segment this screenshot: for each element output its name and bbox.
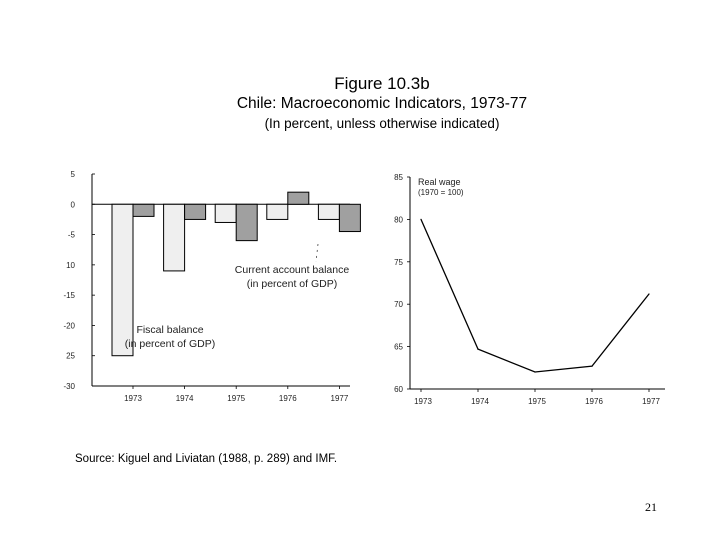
- left-y-tick-label: 10: [66, 260, 75, 270]
- right-y-tick-label: 75: [394, 257, 403, 267]
- current-account-bar: [133, 204, 154, 216]
- fiscal-balance-bar: [318, 204, 339, 219]
- real-wage-line: [421, 219, 649, 372]
- right-y-tick-label: 80: [394, 215, 403, 225]
- left-y-tick-label: 25: [66, 351, 75, 361]
- real-wage-point: [534, 371, 535, 372]
- real-wage-point: [420, 219, 421, 220]
- right-x-tick-label: 1974: [471, 397, 489, 406]
- page-number: 21: [645, 500, 657, 514]
- right-y-tick-label: 70: [394, 300, 403, 310]
- real-wage-label: Real wage: [418, 177, 461, 187]
- source-note: Source: Kiguel and Liviatan (1988, p. 289) and IMF.: [75, 453, 338, 465]
- current-account-bar: [236, 204, 257, 240]
- figure-subtitle: Chile: Macroeconomic Indicators, 1973-77: [236, 95, 528, 112]
- right-x-tick-label: 1975: [528, 397, 546, 406]
- real-wage-base-label: (1970 = 100): [418, 188, 464, 197]
- left-y-tick-label: 0: [70, 200, 75, 210]
- fiscal-balance-label: Fiscal balance: [136, 324, 204, 336]
- real-wage-point: [648, 293, 649, 294]
- fiscal-balance-bar: [267, 204, 288, 219]
- real-wage-point: [591, 366, 592, 367]
- right-y-tick-label: 60: [394, 385, 403, 394]
- right-x-tick-label: 1976: [585, 397, 603, 406]
- left-x-tick-label: 1974: [175, 394, 194, 403]
- figure-title: Figure 10.3b: [334, 74, 430, 93]
- current-account-bar: [185, 204, 206, 219]
- current-account-bar: [288, 192, 309, 204]
- right-y-tick-label: 85: [394, 173, 403, 182]
- right-x-tick-label: 1973: [414, 397, 432, 406]
- left-x-tick-label: 1976: [278, 394, 297, 403]
- fiscal-balance-bar: [215, 204, 236, 222]
- current-account-bar: [339, 204, 360, 231]
- left-y-tick-label: 5: [70, 170, 75, 179]
- fiscal-balance-unit-label: (in percent of GDP): [124, 338, 216, 350]
- current-account-label: Current account balance: [234, 264, 350, 276]
- fiscal-balance-bar: [164, 204, 185, 271]
- fiscal-balance-bar: [112, 204, 133, 355]
- left-x-tick-label: 1977: [330, 394, 349, 403]
- right-y-tick-label: 65: [394, 342, 403, 352]
- real-wage-point: [477, 349, 478, 350]
- current-account-pointer: [316, 244, 318, 262]
- left-y-tick-label: -20: [63, 321, 75, 331]
- left-y-tick-label: -30: [63, 382, 75, 391]
- left-y-tick-label: -5: [67, 230, 75, 240]
- current-account-unit-label: (in percent of GDP): [246, 278, 338, 290]
- left-x-tick-label: 1973: [124, 394, 142, 403]
- left-y-tick-label: -15: [63, 291, 75, 301]
- left-x-tick-label: 1975: [227, 394, 246, 403]
- figure-unit-note: (In percent, unless otherwise indicated): [264, 116, 500, 131]
- right-x-tick-label: 1977: [642, 397, 660, 406]
